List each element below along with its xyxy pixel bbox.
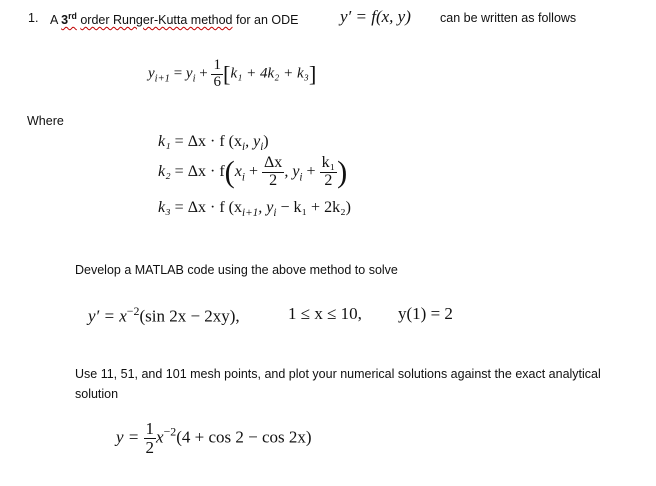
intro-a: A xyxy=(50,13,58,28)
problem-intro xyxy=(50,11,299,29)
k2-equation: $k_2 = \Delta x \cdot f(x_i$ + $\frac{\Delta x}{2}$ , $y_i$ + $\frac{\text{k₁}}{2}$ ) xyxy=(158,154,348,189)
where-label: Where xyxy=(27,114,64,128)
use-instruction-line1: Use 11, 51, and 101 mesh points, and plot your numerical solutions against the exact analytical xyxy=(75,367,601,381)
intro-order-suffix: rd xyxy=(68,11,77,21)
exact-solution: y = $\frac{1}{2}$ $x^{-2}(4 + \cos 2 - \cos 2x)$ xyxy=(116,419,312,457)
ode-domain: 1 ≤ x ≤ 10, xyxy=(288,304,362,323)
problem-number: 1. xyxy=(28,11,39,25)
use-instruction-line2: solution xyxy=(75,387,119,401)
dx-over-2-fraction: $\frac{\Delta x}{2}$ xyxy=(264,154,283,189)
intro-order-number: 3 xyxy=(61,13,69,28)
k1-over-2-fraction: $\frac{\text{k₁}}{2}$ xyxy=(321,154,336,189)
intro-method: order Runger-Kutta method xyxy=(80,13,233,28)
intro-for: for an ODE xyxy=(235,13,299,28)
rk3-update-formula: $y_{i+1} = y_i$ + $\frac{1}{6}$ [k₁ + 4k₂ + k₃] xyxy=(148,57,317,90)
develop-instruction: Develop a MATLAB code using the above method to solve xyxy=(75,263,398,277)
k1-equation: k₁ = Δx · f ($x_i$, $y_i$) xyxy=(158,133,269,154)
initial-condition: y(1) = 2 xyxy=(398,304,453,323)
k3-equation: k₃ = Δx · f ($x_{i+1}$, $y_i - k_1 + 2k_2$) xyxy=(158,199,351,220)
ode-expression: y′ = f(x, y) xyxy=(340,7,411,26)
bracket-body: k₁ + 4k₂ + k₃ xyxy=(230,65,309,82)
one-sixth-fraction: $\frac{1}{6}$ xyxy=(213,57,221,90)
one-half-fraction: $\frac{1}{2}$ xyxy=(145,419,155,457)
intro-tail: can be written as follows xyxy=(440,11,577,25)
ode-to-solve: $y' = x^{-2}(\sin$ 2x − 2xy), xyxy=(88,304,240,326)
